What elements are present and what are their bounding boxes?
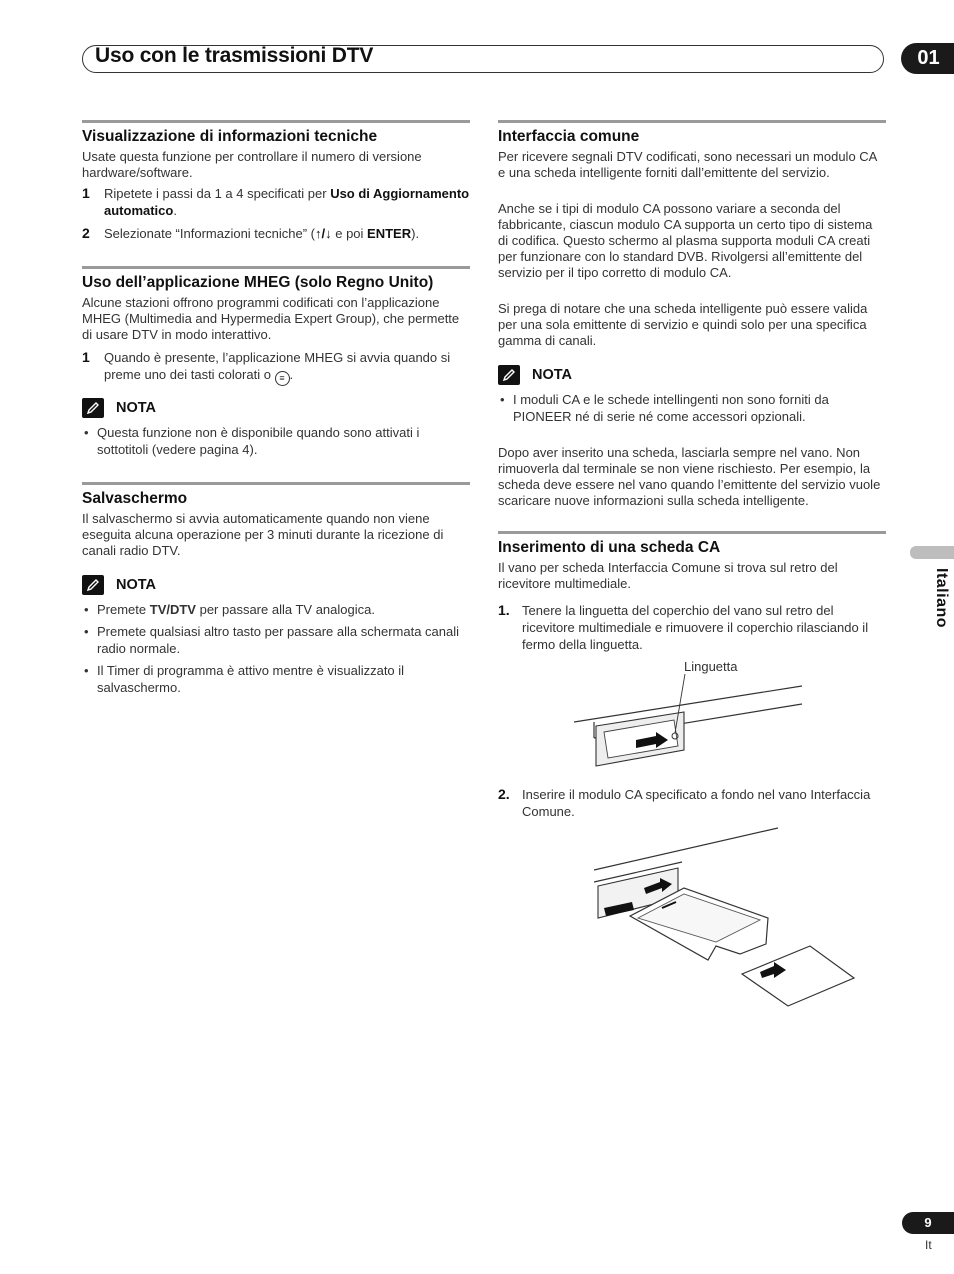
step-text: Selezionate “Informazioni tecniche” (↑/↓ e poi ENTER).: [104, 226, 420, 241]
paragraph: Si prega di notare che una scheda intelligente può essere valida per una sola emittente di servizio e quindi solo per una specifica gamma di canali.: [498, 301, 868, 348]
section-mheg: [82, 266, 470, 458]
section-intro: Il vano per scheda Interfaccia Comune si trova sul retro del ricevitore multimediale.: [498, 560, 838, 591]
section-title: Interfaccia comune: [498, 128, 640, 145]
language-tab-marker: [910, 546, 954, 559]
step-text: Tenere la linguetta del coperchio del vano sul retro del ricevitore multimediale e rimuovere il coperchio rilasciando il fermo della linguetta.: [522, 603, 869, 652]
page-number-badge: 9: [902, 1212, 954, 1234]
slot-cover-illustration: [574, 674, 814, 774]
note-title: NOTA: [116, 577, 157, 593]
step-number: 1.: [498, 602, 510, 618]
section-rule: [498, 531, 886, 534]
paragraph: Dopo aver inserito una scheda, lasciarla sempre nel vano. Non rimuoverla dal terminale se non viene rischiesto. Per esempio, la scheda deve essere nel vano quando l’emittente del servizio vuole scaricare nuove informazioni sulla scheda intelligente.: [498, 445, 881, 508]
paragraph: Anche se i tipi di modulo CA possono variare a seconda del fabbricante, ciascun modulo CA supporta un certo tipo di sistema di codifica. Questo schermo al plasma supporta moduli CA creati per funzionare con lo standard DVB. Rivolgersi all’emittente del servizio per il tipo corretto di modulo CA.: [498, 201, 873, 280]
section-intro: Alcune stazioni offrono programmi codificati con l’applicazione MHEG (Multimedia and Hypermedia Expert Group), che permette di usare DTV in modo interattivo.: [82, 295, 460, 342]
section-intro: Usate questa funzione per controllare il numero di versione hardware/software.: [82, 149, 422, 180]
text-button-icon: ≡: [275, 371, 290, 386]
section-title: Inserimento di una scheda CA: [498, 539, 721, 556]
step-item: [498, 786, 886, 820]
step-text: Ripetete i passi da 1 a 4 specificati per Uso di Aggiornamento automatico.: [104, 186, 470, 218]
step-number: 1: [82, 349, 90, 365]
step-number: 2: [82, 225, 90, 241]
note-bullet: • Premete qualsiasi altro tasto per passare alla schermata canali radio normale.: [84, 624, 460, 656]
step-number: 1: [82, 185, 90, 201]
pencil-icon: [498, 365, 520, 385]
paragraph: Per ricevere segnali DTV codificati, sono necessari un modulo CA e una scheda intelligente forniti dall’emittente del servizio.: [498, 149, 877, 180]
step-text: Inserire il modulo CA specificato a fondo nel vano Interfaccia Comune.: [522, 787, 871, 819]
language-tab-label: Italiano: [933, 568, 950, 629]
step-item: [82, 349, 470, 386]
section-rule: [498, 120, 886, 123]
section-title: Visualizzazione di informazioni tecniche: [82, 128, 378, 145]
note-bullet: • Questa funzione non è disponibile quando sono attivati i sottotitoli (vedere pagina 4).: [84, 425, 420, 457]
note-bullet: • I moduli CA e le schede intellingenti non sono forniti da PIONEER né di serie né come accessori opzionali.: [500, 392, 829, 424]
section-intro: Il salvaschermo si avvia automaticamente quando non viene eseguita alcuna operazione per 3 minuti durante la ricezione di canali radio DTV.: [82, 511, 444, 558]
note-title: NOTA: [532, 367, 573, 383]
note-title: NOTA: [116, 400, 157, 416]
up-down-arrows-icon: ↑/↓: [315, 226, 332, 241]
step-item: [82, 225, 470, 242]
step-number: 2.: [498, 786, 510, 802]
note-header: [82, 575, 470, 595]
section-rule: [82, 266, 470, 269]
pencil-icon: [82, 398, 104, 418]
page-title: Uso con le trasmissioni DTV: [95, 44, 374, 67]
note-header: [82, 398, 470, 418]
section-title: Salvaschermo: [82, 490, 188, 507]
pencil-icon: [82, 575, 104, 595]
left-column: [82, 120, 470, 720]
ca-module-insertion-illustration: [592, 826, 882, 1016]
section-title: Uso dell’applicazione MHEG (solo Regno Unito): [82, 274, 434, 291]
step-item: [498, 602, 886, 653]
section-screensaver: [82, 482, 470, 696]
diagram-caption: Linguetta: [684, 659, 738, 674]
note-header: [498, 365, 886, 385]
chapter-badge: 01: [901, 43, 954, 74]
note-bullet: • Premete TV/DTV per passare alla TV analogica.: [84, 602, 375, 617]
section-technical-info: [82, 120, 470, 242]
right-column: [498, 120, 886, 1040]
step-text: Quando è presente, l’applicazione MHEG si avvia quando si preme uno dei tasti colorati o ≡ .: [104, 349, 470, 386]
section-rule: [82, 482, 470, 485]
section-common-interface: [498, 120, 886, 509]
language-code: It: [925, 1238, 932, 1252]
section-rule: [82, 120, 470, 123]
step-item: [82, 185, 470, 219]
note-bullet: • Il Timer di programma è attivo mentre è visualizzato il salvaschermo.: [84, 663, 405, 695]
section-insert-ca: [498, 531, 886, 1016]
